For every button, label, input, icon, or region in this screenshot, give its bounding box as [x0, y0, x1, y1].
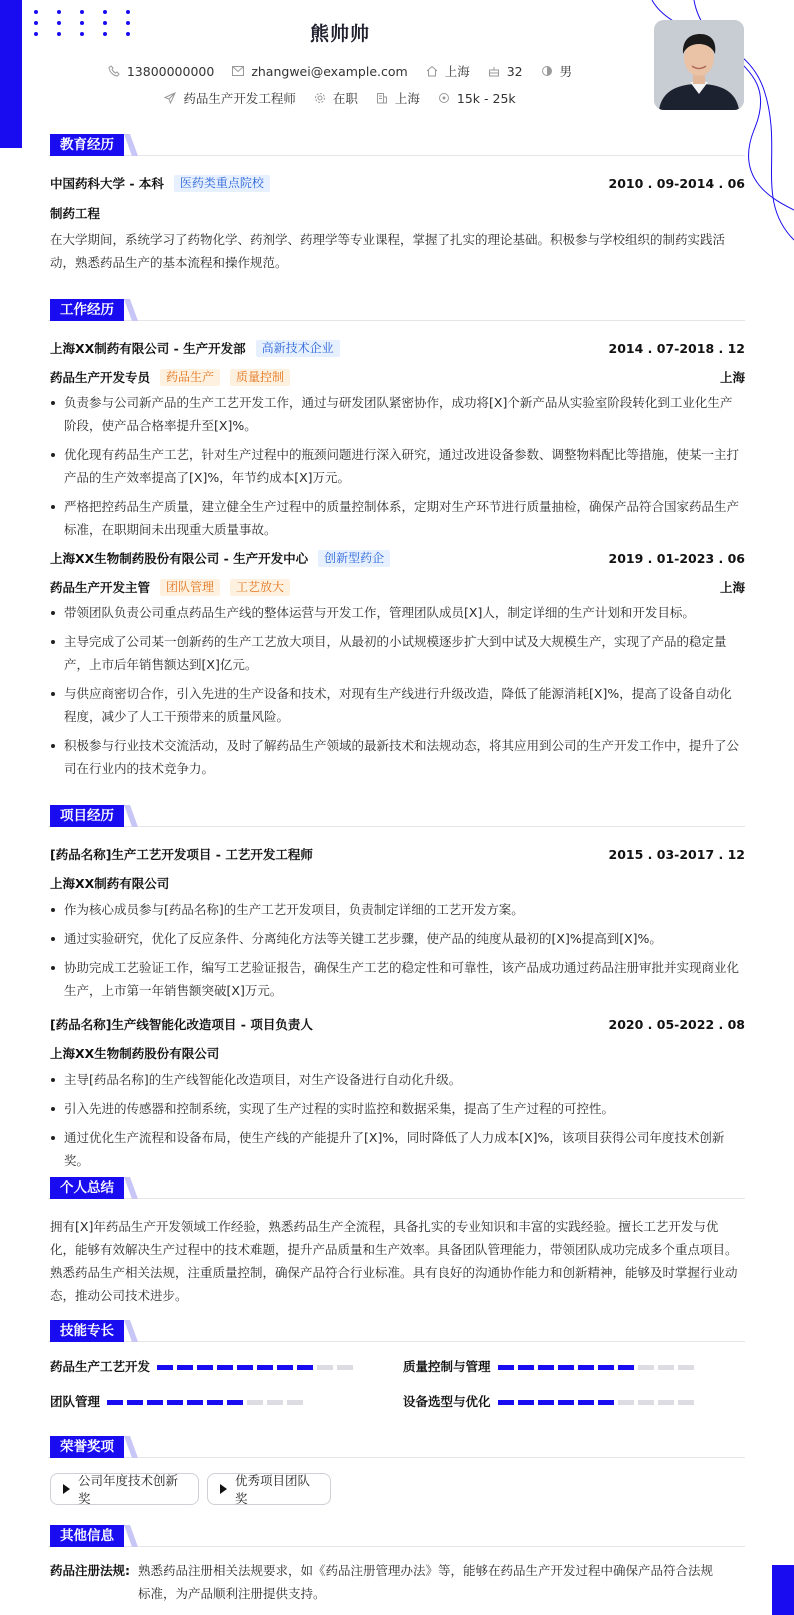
summary-header [48, 1177, 745, 1199]
summary-title: 个人总结 [50, 1177, 124, 1199]
education-section [48, 134, 745, 270]
target-city-info [376, 89, 420, 107]
play-icon [220, 1484, 227, 1494]
list-item: 负责参与公司新产品的生产工艺开发工作，通过与研发团队紧密协作，成功将[X]个新产品从实验室阶段转化到工业化生产阶段，使产品合格率提升至[X]%。 [50, 391, 741, 437]
other-title: 其他信息 [50, 1525, 124, 1547]
list-item: 协助完成工艺验证工作，编写工艺验证报告，确保生产工艺的稳定性和可靠性，该产品成功通过药品注册审批并实现商业化生产，上市第一年销售额突破[X]万元。 [50, 956, 741, 1002]
email-text: zhangwei@example.com [251, 63, 408, 79]
list-item: 通过优化生产流程和设备布局，使生产线的产能提升了[X]%，同时降低了人力成本[X]%，该项目获得公司年度技术创新奖。 [50, 1126, 741, 1172]
skill-level-filled [147, 1400, 163, 1405]
project-date: 2015 . 03-2017 . 12 [608, 846, 745, 862]
project-bullets [50, 898, 741, 1008]
skill-level-empty [658, 1400, 674, 1405]
project-heading [50, 1015, 745, 1033]
list-item: 积极参与行业技术交流活动，及时了解药品生产领域的最新技术和法规动态，将其应用到公司的生产开发工作中，提升了公司在行业内的技术竞争力。 [50, 734, 741, 780]
coin-icon [438, 92, 450, 104]
job-city: 上海 [719, 580, 745, 595]
email-info [232, 64, 407, 79]
skill-level-filled [518, 1400, 534, 1405]
status-info [314, 89, 358, 107]
list-item: 引入先进的传感器和控制系统，实现了生产过程的实时监控和数据采集，提高了生产过程的可控性。 [50, 1097, 741, 1120]
skill-level-filled [167, 1400, 183, 1405]
building-icon [376, 92, 388, 104]
award-item [50, 1473, 199, 1505]
work-header [48, 299, 745, 321]
skill-item [403, 1392, 698, 1410]
company-name: 上海XX生物制药股份有限公司 - 生产开发中心 [50, 551, 309, 566]
skill-name: 设备选型与优化 [403, 1394, 491, 1409]
skill-name: 质量控制与管理 [403, 1359, 491, 1374]
skill-level-filled [157, 1365, 173, 1370]
target-job-info [164, 89, 296, 107]
project-header [48, 805, 745, 827]
skill-item [403, 1357, 698, 1375]
phone-icon [108, 65, 120, 77]
skill-name: 团队管理 [50, 1394, 101, 1409]
project-company: 上海XX制药有限公司 [50, 876, 170, 891]
award-label: 公司年度技术创新奖 [78, 1473, 179, 1506]
location-text: 上海 [444, 64, 470, 79]
awards-list [50, 1473, 450, 1507]
job-role: 药品生产开发专员 [50, 370, 151, 385]
job-role: 药品生产开发主管 [50, 580, 151, 595]
skill-level-empty [638, 1365, 654, 1370]
skill-level-filled [598, 1400, 614, 1405]
list-item: 带领团队负责公司重点药品生产线的整体运营与开发工作，管理团队成员[X]人，制定详细的生产计划和开发目标。 [50, 601, 741, 624]
skill-tag: 质量控制 [230, 369, 290, 386]
avatar [654, 20, 744, 110]
skill-level-filled [227, 1400, 243, 1405]
play-icon [63, 1484, 70, 1494]
title-tail-decoration [124, 299, 142, 321]
school-tag: 医药类重点院校 [174, 175, 270, 192]
education-desc: 在大学期间，系统学习了药物化学、药剂学、药理学等专业课程，掌握了扎实的理论基础。积极参与学校组织的制药实践活动，熟悉药品生产的基本流程和操作规范。 [50, 232, 726, 270]
job-bullets [50, 391, 741, 547]
skill-level-filled [518, 1365, 534, 1370]
skill-level-empty [337, 1365, 353, 1370]
education-header [48, 134, 745, 156]
skill-level-filled [297, 1365, 313, 1370]
skill-level-empty [678, 1400, 694, 1405]
title-tail-decoration [124, 1436, 142, 1458]
job-date: 2019 . 01-2023 . 06 [608, 550, 745, 566]
list-item: 主导完成了公司某一创新药的生产工艺放大项目，从最初的小试规模逐步扩大到中试及大规模生产，实现了产品的稳定量产，上市后年销售额达到[X]亿元。 [50, 630, 741, 676]
job-role-row [50, 368, 745, 386]
project-bullets [50, 1068, 741, 1178]
skill-tag: 药品生产 [160, 369, 220, 386]
education-date: 2010 . 09-2014 . 06 [608, 175, 745, 191]
company-name: 上海XX制药有限公司 - 生产开发部 [50, 341, 246, 356]
skill-level-filled [618, 1365, 634, 1370]
award-item [207, 1473, 331, 1505]
skill-level-filled [187, 1400, 203, 1405]
skill-level-empty [678, 1365, 694, 1370]
project-title: 项目经历 [50, 805, 124, 827]
skill-tag: 团队管理 [160, 579, 220, 596]
corner-accent-bar [772, 1565, 794, 1615]
other-text: 熟悉药品注册相关法规要求，如《药品注册管理办法》等，能够在药品生产开发过程中确保产品符合法规标准，为产品顺利注册提供支持。 [138, 1563, 714, 1601]
mail-icon [232, 66, 244, 76]
job-role-row [50, 578, 745, 596]
title-tail-decoration [124, 134, 142, 156]
gender-icon [541, 65, 553, 77]
skill-level-empty [287, 1400, 303, 1405]
title-tail-decoration [124, 1177, 142, 1199]
major: 制药工程 [50, 206, 101, 221]
project-date: 2020 . 05-2022 . 08 [608, 1016, 745, 1032]
gender-text: 男 [559, 64, 573, 79]
skill-level-filled [237, 1365, 253, 1370]
project-heading [50, 845, 745, 863]
list-item: 通过实验研究，优化了反应条件、分离纯化方法等关键工艺步骤，使产品的纯度从最初的[X]%提高到[X]%。 [50, 927, 741, 950]
skill-level-filled [538, 1400, 554, 1405]
skill-level-bar [498, 1359, 698, 1373]
phone-info [108, 64, 214, 79]
job-city: 上海 [719, 370, 745, 385]
skill-tag: 工艺放大 [230, 579, 290, 596]
skill-level-empty [267, 1400, 283, 1405]
home-icon [426, 65, 438, 77]
skill-level-filled [558, 1365, 574, 1370]
company-tag: 创新型药企 [318, 550, 390, 567]
project-company-row [50, 1044, 745, 1062]
skill-level-bar [498, 1394, 698, 1408]
summary-section [48, 1177, 745, 1303]
list-item: 与供应商密切合作，引入先进的生产设备和技术，对现有生产线进行升级改造，降低了能源消耗[X]%，提高了设备自动化程度，减少了人工干预带来的质量风险。 [50, 682, 741, 728]
age-icon [488, 65, 500, 77]
skill-level-filled [558, 1400, 574, 1405]
skill-level-empty [247, 1400, 263, 1405]
target-job-text: 药品生产开发工程师 [183, 91, 296, 106]
skill-level-filled [257, 1365, 273, 1370]
skill-level-filled [177, 1365, 193, 1370]
job-bullets [50, 601, 741, 786]
education-major-row [50, 204, 745, 222]
list-item: 作为核心成员参与[药品名称]的生产工艺开发项目，负责制定详细的工艺开发方案。 [50, 898, 741, 921]
title-tail-decoration [124, 805, 142, 827]
skill-level-filled [207, 1400, 223, 1405]
skills-header [48, 1320, 745, 1342]
education-heading [50, 174, 745, 192]
age-text: 32 [506, 63, 523, 79]
candidate-name: 熊帅帅 [309, 23, 370, 45]
skill-level-filled [197, 1365, 213, 1370]
other-header [48, 1525, 745, 1547]
contact-row [0, 62, 680, 80]
school-name: 中国药科大学 - 本科 [50, 176, 164, 191]
project-name: [药品名称]生产工艺开发项目 - 工艺开发工程师 [50, 847, 313, 862]
phone-text: 13800000000 [126, 63, 215, 79]
company-tag: 高新技术企业 [256, 340, 340, 357]
skill-level-filled [578, 1400, 594, 1405]
location-info [426, 62, 470, 80]
skill-level-bar [107, 1394, 307, 1408]
skill-level-empty [658, 1365, 674, 1370]
award-label: 优秀项目团队奖 [235, 1473, 311, 1506]
list-item: 优化现有药品生产工艺，针对生产过程中的瓶颈问题进行深入研究，通过改进设备参数、调整物料配比等措施，使某一主打产品的生产效率提高了[X]%，年节约成本[X]万元。 [50, 443, 741, 489]
project-section [48, 805, 745, 1168]
skill-name: 药品生产工艺开发 [50, 1359, 151, 1374]
other-label: 药品注册法规: [50, 1563, 130, 1578]
work-title: 工作经历 [50, 299, 124, 321]
skill-level-filled [498, 1400, 514, 1405]
skill-level-filled [578, 1365, 594, 1370]
skill-item [50, 1357, 357, 1375]
awards-title: 荣誉奖项 [50, 1436, 124, 1458]
age-info [488, 64, 523, 79]
skill-item [50, 1392, 307, 1410]
summary-text: 拥有[X]年药品生产开发领域工作经验，熟悉药品生产全流程，具备扎实的专业知识和丰富的实践经验。擅长工艺开发与优化，能够有效解决生产过程中的技术难题，提升产品质量和生产效率。具备团队管理能力，带领团队成功完成多个重点项目。熟悉药品生产相关法规，注重质量控制，确保产品符合行业标准。具有良好的沟通协作能力和创新精神，能够及时掌握行业动态，推动公司技术进步。 [50, 1219, 738, 1303]
title-tail-decoration [124, 1525, 142, 1547]
project-company-row [50, 874, 745, 892]
project-name: [药品名称]生产线智能化改造项目 - 项目负责人 [50, 1017, 313, 1032]
awards-section [48, 1436, 745, 1506]
skill-level-filled [107, 1400, 123, 1405]
skill-level-empty [618, 1400, 634, 1405]
salary-text: 15k - 25k [456, 90, 516, 106]
skill-level-bar [157, 1359, 357, 1373]
gear-icon [314, 92, 326, 104]
awards-header [48, 1436, 745, 1458]
other-section [48, 1525, 745, 1601]
title-tail-decoration [124, 1320, 142, 1342]
job-heading [50, 549, 745, 567]
skill-level-filled [217, 1365, 233, 1370]
salary-info [438, 91, 516, 106]
skill-level-empty [638, 1400, 654, 1405]
job-heading [50, 339, 745, 357]
job-date: 2014 . 07-2018 . 12 [608, 340, 745, 356]
send-icon [164, 92, 176, 104]
skill-level-filled [127, 1400, 143, 1405]
list-item: 严格把控药品生产质量，建立健全生产过程中的质量控制体系，定期对生产环节进行质量抽检，确保产品符合国家药品生产标准，在职期间未出现重大质量事故。 [50, 495, 741, 541]
skill-level-filled [538, 1365, 554, 1370]
gender-info [541, 62, 573, 80]
target-city-text: 上海 [394, 91, 420, 106]
other-item [50, 1559, 740, 1605]
skill-level-empty [317, 1365, 333, 1370]
skills-section [48, 1320, 745, 1409]
list-item: 主导[药品名称]的生产线智能化改造项目，对生产设备进行自动化升级。 [50, 1068, 741, 1091]
work-section [48, 299, 745, 776]
education-title: 教育经历 [50, 134, 124, 156]
job-intent-row [0, 89, 680, 107]
skill-level-filled [498, 1365, 514, 1370]
skill-level-filled [277, 1365, 293, 1370]
status-text: 在职 [332, 91, 358, 106]
skills-title: 技能专长 [50, 1320, 124, 1342]
project-company: 上海XX生物制药股份有限公司 [50, 1046, 220, 1061]
skill-level-filled [598, 1365, 614, 1370]
